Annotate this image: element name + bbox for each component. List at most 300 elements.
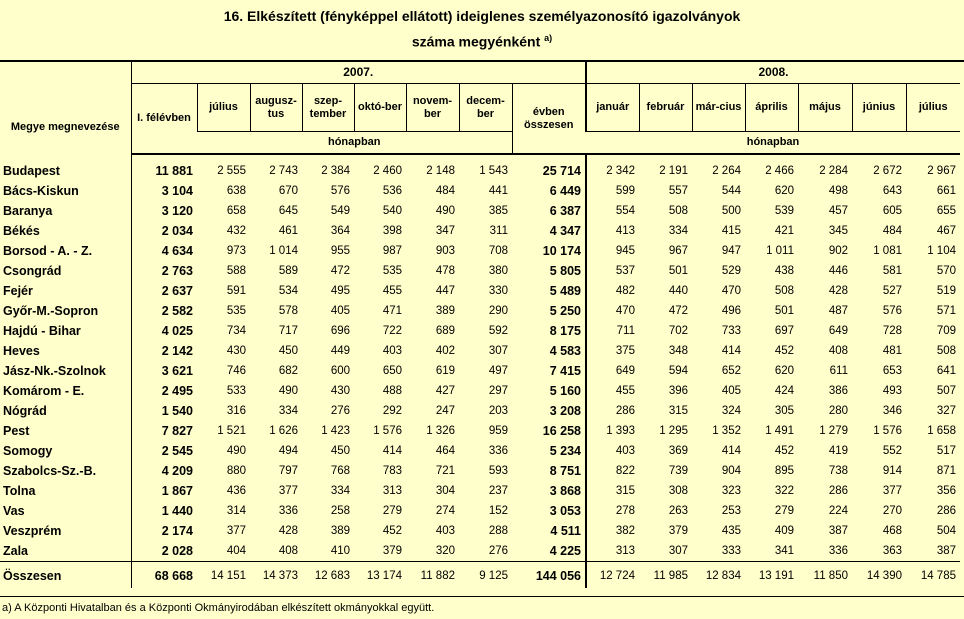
month-2007-value: 320 bbox=[435, 545, 455, 557]
month-2007-value: 347 bbox=[435, 225, 455, 237]
month-2008-value: 278 bbox=[586, 501, 639, 521]
year-total-value: 3 868 bbox=[549, 484, 581, 498]
month-2007-value: 402 bbox=[435, 345, 455, 357]
month-2008-value: 570 bbox=[936, 265, 956, 277]
month-2008-value: 345 bbox=[828, 225, 848, 237]
year-2007-header: 2007. bbox=[131, 61, 586, 84]
month-2008-value: 967 bbox=[668, 245, 688, 257]
county-header: Megye megnevezése bbox=[0, 61, 131, 154]
first-half-value: 7 827 bbox=[161, 424, 193, 438]
month-2008-value: 307 bbox=[668, 545, 688, 557]
month-2008-value: 470 bbox=[721, 285, 741, 297]
month-2007-value: 290 bbox=[488, 305, 508, 317]
month-2007-value: 258 bbox=[330, 505, 350, 517]
month-2007-value: 1 423 bbox=[321, 425, 350, 437]
year-total-value: 5 489 bbox=[549, 284, 581, 298]
month-2008-value: 702 bbox=[668, 325, 688, 337]
month-2007-value: 380 bbox=[488, 265, 508, 277]
month-2007-value: 1 521 bbox=[217, 425, 246, 437]
month-2008-value: 446 bbox=[828, 265, 848, 277]
month-2008-header: július bbox=[906, 84, 960, 132]
year-total-value: 8 751 bbox=[549, 464, 581, 478]
year-total-value: 4 511 bbox=[550, 524, 581, 538]
month-2008-value: 947 bbox=[721, 245, 741, 257]
table-row bbox=[0, 261, 960, 281]
month-2008-value: 576 bbox=[882, 305, 902, 317]
month-2008-value: 455 bbox=[586, 381, 639, 401]
month-2007-value: 447 bbox=[435, 285, 455, 297]
year-total-value: 6 387 bbox=[549, 204, 581, 218]
month-2008-value: 508 bbox=[936, 345, 956, 357]
month-2008-value: 346 bbox=[882, 405, 902, 417]
year-total-value: 3 053 bbox=[549, 504, 581, 518]
month-2008-value: 738 bbox=[828, 465, 848, 477]
month-2008-value: 414 bbox=[721, 345, 741, 357]
month-2008-value: 315 bbox=[586, 481, 639, 501]
month-2007-value: 12 683 bbox=[302, 562, 354, 589]
month-2008-value: 697 bbox=[774, 325, 794, 337]
month-2007-value: 389 bbox=[435, 305, 455, 317]
month-2007-value: 1 326 bbox=[426, 425, 455, 437]
first-half-value: 11 881 bbox=[155, 164, 193, 178]
month-2008-value: 653 bbox=[882, 365, 902, 377]
month-2007-value: 398 bbox=[382, 225, 402, 237]
month-2008-value: 14 785 bbox=[906, 562, 960, 589]
month-2008-value: 895 bbox=[774, 465, 794, 477]
year-total-value: 8 175 bbox=[549, 324, 581, 338]
month-2007-value: 237 bbox=[488, 485, 508, 497]
county-name: Fejér bbox=[0, 281, 131, 301]
month-2008-value: 501 bbox=[774, 305, 794, 317]
month-2007-value: 717 bbox=[278, 325, 298, 337]
month-2008-value: 440 bbox=[668, 285, 688, 297]
month-2007-value: 650 bbox=[382, 365, 402, 377]
month-2008-value: 517 bbox=[936, 445, 956, 457]
year-total-value: 3 208 bbox=[549, 404, 581, 418]
month-2007-value: 494 bbox=[278, 445, 298, 457]
month-2007-header: októ-ber bbox=[354, 84, 406, 132]
data-table bbox=[0, 61, 960, 588]
month-2007-value: 535 bbox=[226, 305, 246, 317]
month-2008-header: már-cius bbox=[692, 84, 745, 132]
month-2007-value: 152 bbox=[488, 505, 508, 517]
county-name: Zala bbox=[0, 541, 131, 562]
month-2007-value: 450 bbox=[330, 445, 350, 457]
month-2008-value: 413 bbox=[586, 221, 639, 241]
county-name: Szabolcs-Sz.-B. bbox=[0, 461, 131, 481]
month-2007-value: 403 bbox=[382, 345, 402, 357]
month-2008-value: 822 bbox=[586, 461, 639, 481]
county-name: Pest bbox=[0, 421, 131, 441]
month-2007-value: 903 bbox=[435, 245, 455, 257]
month-2008-value: 382 bbox=[586, 521, 639, 541]
month-2007-value: 533 bbox=[226, 385, 246, 397]
month-2007-value: 987 bbox=[382, 245, 402, 257]
month-2008-value: 1 295 bbox=[659, 425, 688, 437]
month-2008-value: 2 191 bbox=[659, 165, 688, 177]
month-2008-value: 438 bbox=[774, 265, 794, 277]
month-2008-value: 263 bbox=[668, 505, 688, 517]
table-row bbox=[0, 461, 960, 481]
year-total-value: 5 160 bbox=[549, 384, 581, 398]
table-row bbox=[0, 541, 960, 562]
month-2008-value: 554 bbox=[586, 201, 639, 221]
month-2007-value: 576 bbox=[330, 185, 350, 197]
month-2007-value: 436 bbox=[226, 485, 246, 497]
first-half-value: 4 025 bbox=[161, 324, 193, 338]
month-2007-value: 670 bbox=[278, 185, 298, 197]
month-2007-value: 645 bbox=[278, 205, 298, 217]
month-2008-value: 313 bbox=[586, 541, 639, 562]
month-2007-value: 721 bbox=[435, 465, 455, 477]
month-2008-value: 611 bbox=[829, 365, 848, 377]
month-2007-value: 404 bbox=[226, 545, 246, 557]
month-2008-value: 419 bbox=[828, 445, 848, 457]
first-half-value: 3 621 bbox=[161, 364, 193, 378]
month-2008-value: 224 bbox=[828, 505, 848, 517]
month-2008-value: 728 bbox=[882, 325, 902, 337]
month-2008-value: 356 bbox=[936, 485, 956, 497]
month-2007-value: 441 bbox=[488, 185, 508, 197]
first-half-value: 3 120 bbox=[161, 204, 193, 218]
month-2007-value: 247 bbox=[435, 405, 455, 417]
month-2008-value: 661 bbox=[936, 185, 956, 197]
month-2007-value: 377 bbox=[278, 485, 298, 497]
month-2008-value: 519 bbox=[936, 285, 956, 297]
month-2008-value: 2 264 bbox=[712, 165, 741, 177]
table-row bbox=[0, 521, 960, 541]
year-total-value: 5 805 bbox=[549, 264, 581, 278]
month-2007-value: 534 bbox=[278, 285, 298, 297]
month-2008-value: 12 834 bbox=[692, 562, 745, 589]
month-2007-value: 973 bbox=[226, 245, 246, 257]
month-2008-value: 324 bbox=[721, 405, 741, 417]
month-2008-value: 421 bbox=[774, 225, 794, 237]
month-2008-header: április bbox=[745, 84, 798, 132]
month-2008-value: 11 985 bbox=[639, 562, 692, 589]
month-2008-value: 1 279 bbox=[819, 425, 848, 437]
month-2007-value: 313 bbox=[382, 485, 402, 497]
month-2007-value: 658 bbox=[226, 205, 246, 217]
month-2007-value: 385 bbox=[488, 205, 508, 217]
year-total-value: 16 258 bbox=[542, 424, 581, 438]
month-2007-value: 536 bbox=[382, 185, 402, 197]
county-name: Tolna bbox=[0, 481, 131, 501]
year-total-value: 25 714 bbox=[542, 164, 581, 178]
month-2007-value: 490 bbox=[278, 385, 298, 397]
month-2007-value: 540 bbox=[382, 205, 402, 217]
table-body bbox=[0, 154, 960, 588]
month-2007-value: 364 bbox=[330, 225, 350, 237]
bottom-rule bbox=[0, 596, 964, 597]
month-2008-value: 467 bbox=[936, 225, 956, 237]
month-2008-value: 334 bbox=[668, 225, 688, 237]
month-2007-value: 316 bbox=[226, 405, 246, 417]
month-2007-value: 311 bbox=[489, 225, 508, 237]
month-2008-value: 414 bbox=[721, 445, 741, 457]
month-2008-value: 508 bbox=[668, 205, 688, 217]
month-2007-value: 432 bbox=[226, 225, 246, 237]
month-2008-value: 504 bbox=[936, 525, 956, 537]
month-2008-value: 2 967 bbox=[927, 165, 956, 177]
month-2007-value: 488 bbox=[382, 385, 402, 397]
first-half-value: 2 495 bbox=[161, 384, 193, 398]
month-2008-value: 1 104 bbox=[927, 245, 956, 257]
month-2007-value: 276 bbox=[330, 405, 350, 417]
month-2007-value: 734 bbox=[226, 325, 246, 337]
month-2007-value: 428 bbox=[278, 525, 298, 537]
month-2007-value: 2 384 bbox=[321, 165, 350, 177]
first-half-header: I. félévben bbox=[131, 84, 197, 155]
month-2007-value: 314 bbox=[226, 505, 246, 517]
month-2007-value: 490 bbox=[435, 205, 455, 217]
month-2007-value: 336 bbox=[488, 445, 508, 457]
month-2008-value: 1 658 bbox=[927, 425, 956, 437]
month-2008-value: 508 bbox=[774, 285, 794, 297]
month-2008-value: 501 bbox=[668, 265, 688, 277]
month-2007-value: 203 bbox=[488, 405, 508, 417]
month-2008-value: 409 bbox=[774, 525, 794, 537]
month-2007-value: 461 bbox=[278, 225, 298, 237]
table-title bbox=[0, 0, 964, 53]
table-row bbox=[0, 401, 960, 421]
county-name: Jász-Nk.-Szolnok bbox=[0, 361, 131, 381]
table-row bbox=[0, 281, 960, 301]
table-row bbox=[0, 361, 960, 381]
month-2007-value: 276 bbox=[488, 545, 508, 557]
county-name: Békés bbox=[0, 221, 131, 241]
year-2008-header: 2008. bbox=[586, 61, 960, 84]
month-2008-value: 649 bbox=[586, 361, 639, 381]
month-2008-value: 327 bbox=[936, 405, 956, 417]
month-2008-value: 649 bbox=[828, 325, 848, 337]
month-2007-value: 2 555 bbox=[217, 165, 246, 177]
month-2008-header: június bbox=[852, 84, 906, 132]
month-2007-value: 330 bbox=[488, 285, 508, 297]
month-2008-value: 1 393 bbox=[586, 421, 639, 441]
year-total-value: 7 415 bbox=[549, 364, 581, 378]
county-name: Baranya bbox=[0, 201, 131, 221]
month-2008-value: 457 bbox=[828, 205, 848, 217]
month-2007-value: 783 bbox=[382, 465, 402, 477]
month-2008-value: 405 bbox=[721, 385, 741, 397]
month-2007-value: 471 bbox=[382, 305, 402, 317]
month-2008-value: 408 bbox=[828, 345, 848, 357]
month-2008-value: 428 bbox=[828, 285, 848, 297]
month-2007-value: 549 bbox=[330, 205, 350, 217]
month-2007-value: 955 bbox=[330, 245, 350, 257]
month-2007-header: augusz-tus bbox=[250, 84, 302, 132]
month-2008-value: 481 bbox=[882, 345, 902, 357]
month-2008-value: 599 bbox=[586, 181, 639, 201]
month-2008-value: 452 bbox=[774, 445, 794, 457]
month-2008-value: 11 850 bbox=[798, 562, 852, 589]
month-2008-value: 914 bbox=[882, 465, 902, 477]
month-2007-value: 696 bbox=[330, 325, 350, 337]
month-2007-value: 1 576 bbox=[373, 425, 402, 437]
month-2008-value: 253 bbox=[721, 505, 741, 517]
table-row bbox=[0, 381, 960, 401]
unit-2008-header: hónapban bbox=[586, 132, 960, 155]
month-2008-value: 709 bbox=[936, 325, 956, 337]
month-2007-value: 591 bbox=[226, 285, 246, 297]
month-2007-value: 746 bbox=[226, 365, 246, 377]
month-2008-value: 571 bbox=[936, 305, 956, 317]
table-row bbox=[0, 421, 960, 441]
month-2008-value: 539 bbox=[774, 205, 794, 217]
month-2007-value: 535 bbox=[382, 265, 402, 277]
month-2008-value: 387 bbox=[828, 525, 848, 537]
month-2007-value: 11 882 bbox=[406, 562, 459, 589]
month-2007-value: 334 bbox=[278, 405, 298, 417]
unit-2007-header: hónapban bbox=[197, 132, 512, 155]
month-2008-value: 386 bbox=[828, 385, 848, 397]
month-2008-value: 902 bbox=[828, 245, 848, 257]
month-2008-value: 2 466 bbox=[765, 165, 794, 177]
month-2007-value: 588 bbox=[226, 265, 246, 277]
month-2007-value: 484 bbox=[435, 185, 455, 197]
month-2008-value: 270 bbox=[882, 505, 902, 517]
month-2008-value: 527 bbox=[882, 285, 902, 297]
month-2008-header: február bbox=[639, 84, 692, 132]
month-2008-value: 904 bbox=[721, 465, 741, 477]
month-2007-value: 455 bbox=[382, 285, 402, 297]
month-2007-value: 405 bbox=[330, 305, 350, 317]
year-total-value: 4 347 bbox=[549, 224, 581, 238]
month-2007-value: 452 bbox=[382, 525, 402, 537]
month-2008-value: 945 bbox=[586, 241, 639, 261]
first-half-value: 2 028 bbox=[161, 544, 193, 558]
month-2007-value: 414 bbox=[382, 445, 402, 457]
month-2008-value: 496 bbox=[721, 305, 741, 317]
month-2007-value: 1 626 bbox=[269, 425, 298, 437]
first-half-value: 4 634 bbox=[161, 244, 193, 258]
month-2008-value: 652 bbox=[721, 365, 741, 377]
table-row bbox=[0, 221, 960, 241]
month-2008-value: 1 491 bbox=[765, 425, 794, 437]
month-2008-value: 1 352 bbox=[712, 425, 741, 437]
month-2008-value: 620 bbox=[774, 185, 794, 197]
first-half-value: 2 637 bbox=[161, 284, 193, 298]
month-2008-value: 594 bbox=[668, 365, 688, 377]
month-2008-value: 1 576 bbox=[873, 425, 902, 437]
month-2008-value: 482 bbox=[586, 281, 639, 301]
month-2007-value: 9 125 bbox=[459, 562, 512, 589]
month-2008-value: 14 390 bbox=[852, 562, 906, 589]
county-name: Vas bbox=[0, 501, 131, 521]
month-2007-value: 464 bbox=[435, 445, 455, 457]
first-half-value: 1 540 bbox=[161, 404, 193, 418]
year-total-value: 5 234 bbox=[549, 444, 581, 458]
month-2007-value: 959 bbox=[488, 425, 508, 437]
first-half-value: 2 142 bbox=[161, 344, 193, 358]
month-2007-value: 403 bbox=[435, 525, 455, 537]
table-row bbox=[0, 501, 960, 521]
month-2007-value: 722 bbox=[382, 325, 402, 337]
month-2007-value: 497 bbox=[488, 365, 508, 377]
month-2008-value: 403 bbox=[586, 441, 639, 461]
month-2008-value: 369 bbox=[668, 445, 688, 457]
month-2008-value: 484 bbox=[882, 225, 902, 237]
first-half-value: 2 174 bbox=[161, 524, 193, 538]
month-2007-value: 578 bbox=[278, 305, 298, 317]
month-2008-value: 322 bbox=[774, 485, 794, 497]
month-2007-value: 334 bbox=[330, 485, 350, 497]
month-2007-value: 600 bbox=[330, 365, 350, 377]
first-half-value: 1 440 bbox=[161, 504, 193, 518]
year-total-value: 5 250 bbox=[549, 304, 581, 318]
county-name: Bács-Kiskun bbox=[0, 181, 131, 201]
month-2007-value: 304 bbox=[435, 485, 455, 497]
month-2007-value: 292 bbox=[382, 405, 402, 417]
month-2008-value: 348 bbox=[668, 345, 688, 357]
month-2008-header: május bbox=[798, 84, 852, 132]
month-2008-value: 1 081 bbox=[873, 245, 902, 257]
month-2008-value: 305 bbox=[774, 405, 794, 417]
month-2008-value: 605 bbox=[882, 205, 902, 217]
month-2007-value: 14 373 bbox=[250, 562, 302, 589]
month-2008-value: 308 bbox=[668, 485, 688, 497]
month-2008-value: 498 bbox=[828, 185, 848, 197]
month-2008-value: 415 bbox=[721, 225, 741, 237]
first-half-value: 1 867 bbox=[161, 484, 193, 498]
month-2007-value: 2 743 bbox=[269, 165, 298, 177]
county-name: Komárom - E. bbox=[0, 381, 131, 401]
month-2008-value: 468 bbox=[882, 525, 902, 537]
month-2007-value: 430 bbox=[330, 385, 350, 397]
month-2007-value: 1 014 bbox=[269, 245, 298, 257]
table-row bbox=[0, 481, 960, 501]
year-total-header: évben összesen bbox=[512, 84, 586, 155]
month-2007-value: 797 bbox=[278, 465, 298, 477]
month-2007-value: 593 bbox=[488, 465, 508, 477]
month-2008-value: 336 bbox=[828, 545, 848, 557]
month-2008-value: 13 191 bbox=[745, 562, 798, 589]
month-2007-header: novem-ber bbox=[406, 84, 459, 132]
table-row bbox=[0, 181, 960, 201]
first-half-value: 2 763 bbox=[161, 264, 193, 278]
month-2008-value: 286 bbox=[936, 505, 956, 517]
month-2008-value: 557 bbox=[668, 185, 688, 197]
month-2008-value: 424 bbox=[774, 385, 794, 397]
first-half-value: 68 668 bbox=[131, 562, 197, 589]
title-line-2-text: száma megyénként bbox=[411, 33, 541, 50]
month-2008-value: 452 bbox=[774, 345, 794, 357]
table-row bbox=[0, 321, 960, 341]
month-2007-value: 427 bbox=[435, 385, 455, 397]
month-2007-value: 336 bbox=[278, 505, 298, 517]
month-2007-value: 708 bbox=[488, 245, 508, 257]
month-2007-value: 768 bbox=[330, 465, 350, 477]
table-row bbox=[0, 341, 960, 361]
month-2007-value: 478 bbox=[435, 265, 455, 277]
month-2007-value: 2 460 bbox=[373, 165, 402, 177]
month-2008-value: 711 bbox=[586, 321, 639, 341]
month-2008-value: 643 bbox=[882, 185, 902, 197]
month-2007-value: 389 bbox=[330, 525, 350, 537]
month-2008-value: 552 bbox=[882, 445, 902, 457]
month-2007-value: 449 bbox=[330, 345, 350, 357]
county-name: Borsod - A. - Z. bbox=[0, 241, 131, 261]
month-2007-value: 274 bbox=[435, 505, 455, 517]
month-2008-header: január bbox=[586, 84, 639, 132]
month-2007-value: 592 bbox=[488, 325, 508, 337]
county-name: Budapest bbox=[0, 154, 131, 181]
month-2008-value: 2 342 bbox=[586, 154, 639, 181]
month-2008-value: 470 bbox=[586, 301, 639, 321]
month-2007-value: 307 bbox=[488, 345, 508, 357]
month-2007-value: 619 bbox=[435, 365, 455, 377]
